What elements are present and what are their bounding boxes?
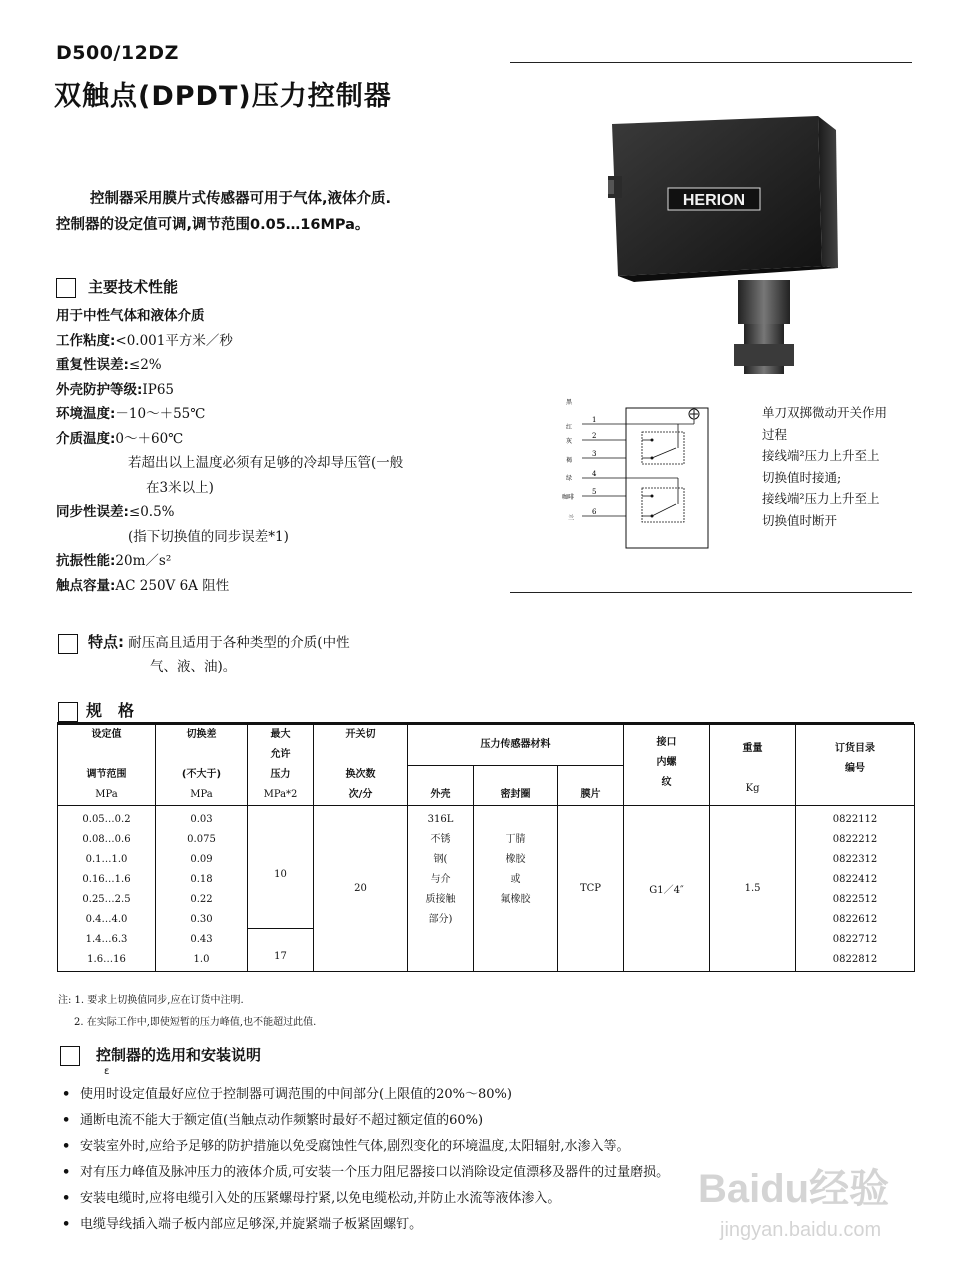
spec-table-heading-text: 规 格 xyxy=(86,701,135,720)
watermark-url: jingyan.baidu.com xyxy=(720,1219,882,1241)
product-brand-label: HERION xyxy=(682,192,746,209)
wiring-note: 切换值时断开 xyxy=(762,512,838,528)
header-order-no: 订货目录 编号 xyxy=(796,725,915,806)
spec-table-checkbox xyxy=(58,702,78,722)
intro-line-1: 控制器采用膜片式传感器可用于气体,液体介质. xyxy=(90,191,392,207)
wiring-note: 过程 xyxy=(762,426,788,442)
terminal-number: 2 xyxy=(592,432,597,440)
spec-item: 抗振性能:20m／s² xyxy=(56,553,172,569)
list-item: • 通断电流不能大于额定值(当触点动作频繁时最好不超过额定值的60%) xyxy=(62,1113,484,1128)
list-item: • 安装电缆时,应将电缆引入处的压紧螺母拧紧,以免电缆松动,并防止水流等液体渗入。 xyxy=(62,1191,561,1206)
table-notes xyxy=(58,990,758,1034)
weight-cell: 1.5 xyxy=(710,806,796,972)
wire-color-label: 兰 xyxy=(568,515,575,522)
wire-color-label: 红 xyxy=(566,424,573,431)
spec-item: 触点容量:AC 250V 6A 阻性 xyxy=(56,577,230,594)
max-pressure-column: 10 17 xyxy=(248,806,314,972)
middle-divider xyxy=(510,592,912,593)
features-line-1: 耐压高且适用于各种类型的介质(中性 xyxy=(128,635,350,651)
features-label: 特点: xyxy=(88,633,124,651)
product-photo xyxy=(608,116,840,378)
intro-line-2: 控制器的设定值可调,调节范围0.05…16MPa。 xyxy=(56,217,370,233)
spec-item: (指下切换值的同步误差*1) xyxy=(128,528,289,545)
specs-heading xyxy=(56,276,178,298)
wire-color-label: 灰 xyxy=(566,438,573,445)
spec-item: 介质温度:0～＋60℃ xyxy=(56,430,184,447)
switch-diff-column: 0.03 0.075 0.09 0.18 0.22 0.30 0.43 1.0 xyxy=(156,806,248,972)
header-port: 接口 内螺 纹 xyxy=(624,725,710,806)
spec-item: 工作粘度:<0.001平方米／秒 xyxy=(56,332,233,349)
spec-table xyxy=(57,724,914,972)
terminal-number: 4 xyxy=(592,470,597,478)
port-cell: G1／4″ xyxy=(624,806,710,972)
wire-color-label: 咖啡 xyxy=(562,494,575,501)
installation-checkbox xyxy=(60,1046,80,1066)
housing-cell: 316L 不锈 钢( 与介 质接触 部分) xyxy=(408,806,474,972)
model-number: D500/12DZ xyxy=(56,42,179,64)
wiring-note: 单刀双掷微动开关作用 xyxy=(762,405,888,420)
list-item: • 电缆导线插入端子板内部应足够深,并旋紧端子板紧固螺钉。 xyxy=(62,1217,423,1232)
header-switch-freq: 开关切 换次数 次/分 xyxy=(314,725,408,806)
list-item: • 对有压力峰值及脉冲压力的液体介质,可安装一个压力阻尼器接口以消除设定值漂移及器件的过量磨损。 xyxy=(62,1165,670,1180)
stray-mark: ε xyxy=(104,1066,110,1077)
header-material: 压力传感器材料 xyxy=(408,725,624,766)
page-title: 双触点(DPDT)压力控制器 xyxy=(54,81,392,112)
top-divider xyxy=(510,62,912,63)
intro-text xyxy=(56,186,476,238)
spec-item: 重复性误差:≤2% xyxy=(56,357,162,373)
spec-list xyxy=(56,304,486,598)
terminal-number: 3 xyxy=(592,450,597,458)
spec-item: 若超出以上温度必须有足够的冷却导压管(一般 xyxy=(128,455,404,471)
note-2: 2. 在实际工作中,即使短暂的压力峰值,也不能超过此值. xyxy=(74,1017,317,1028)
wiring-note: 接线端²压力上升至上 xyxy=(762,491,880,506)
list-item: • 使用时设定值最好应位于控制器可调范围的中间部分(上限值的20%～80%) xyxy=(62,1087,512,1102)
installation-heading xyxy=(60,1044,261,1066)
wire-color-label: 褐 xyxy=(566,457,573,464)
spec-item: 同步性误差:≤0.5% xyxy=(56,504,175,520)
header-seal: 密封圈 xyxy=(474,765,558,806)
header-weight: 重量 Kg xyxy=(710,725,796,806)
features-line-2: 气、液、油)。 xyxy=(150,659,237,675)
features-checkbox xyxy=(58,634,78,654)
wiring-note: 接线端²压力上升至上 xyxy=(762,448,880,463)
order-code-column: 0822112 0822212 0822312 0822412 0822512 0822612 0822712 0822812 xyxy=(796,806,915,972)
list-item: • 安装室外时,应给予足够的防护措施以免受腐蚀性气体,剧烈变化的环境温度,太阳辐射,水渗入等。 xyxy=(62,1139,630,1154)
installation-heading-text: 控制器的选用和安装说明 xyxy=(96,1046,262,1064)
spec-item: 在3米以上) xyxy=(146,479,214,496)
note-1: 注: 1. 要求上切换值同步,应在订货中注明. xyxy=(58,995,244,1006)
header-set-value: 设定值 调节范围 MPa xyxy=(58,725,156,806)
header-diaphragm: 膜片 xyxy=(558,765,624,806)
header-max-pressure: 最大 允许 压力 MPa*2 xyxy=(248,725,314,806)
header-switch-diff: 切换差 (不大于) MPa xyxy=(156,725,248,806)
wiring-diagram xyxy=(562,396,712,552)
wiring-notes xyxy=(762,402,932,531)
spec-item: 用于中性气体和液体介质 xyxy=(56,308,205,324)
wire-color-label: 黑 xyxy=(566,399,573,406)
terminal-number: 1 xyxy=(592,416,597,424)
switch-freq-cell: 20 xyxy=(314,806,408,972)
baidu-watermark xyxy=(680,1140,940,1260)
spec-table-heading xyxy=(58,698,134,722)
features-section xyxy=(58,630,478,679)
diaphragm-cell: TCP xyxy=(558,806,624,972)
terminal-number: 6 xyxy=(592,508,597,516)
header-housing: 外壳 xyxy=(408,765,474,806)
wiring-note: 切换值时接通; xyxy=(762,469,842,485)
wire-color-label: 绿 xyxy=(566,475,573,482)
seal-cell: 丁腈 橡胶 或 氟橡胶 xyxy=(474,806,558,972)
specs-checkbox xyxy=(56,278,76,298)
terminal-number: 5 xyxy=(592,488,597,496)
watermark-brand: Baidu经验 xyxy=(698,1167,890,1211)
spec-item: 环境温度:－10～＋55℃ xyxy=(56,406,206,422)
specs-heading-text: 主要技术性能 xyxy=(88,278,179,296)
spec-item: 外壳防护等级:IP65 xyxy=(56,381,175,398)
range-column: 0.05…0.2 0.08…0.6 0.1…1.0 0.16…1.6 0.25…2.5 0.4…4.0 1.4…6.3 1.6…16 xyxy=(58,806,156,972)
